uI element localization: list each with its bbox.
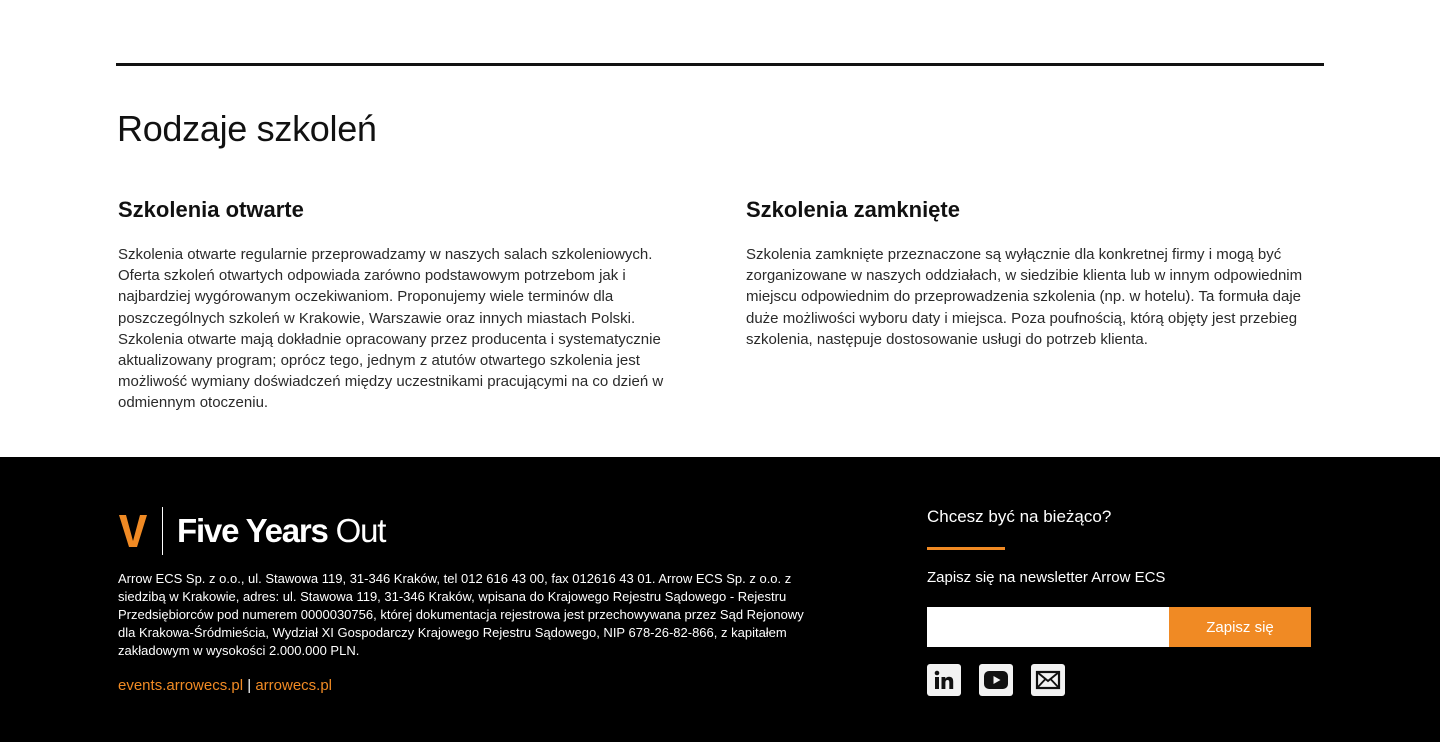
arrowecs-link[interactable]: arrowecs.pl [255, 677, 333, 694]
linkedin-icon[interactable] [927, 664, 961, 696]
company-legal-info: Arrow ECS Sp. z o.o., ul. Stawowa 119, 31-346 Kraków, tel 012 616 43 00, fax 012616 43 01. Arrow ECS Sp. z o.o. z siedzibą w Krakowie, adres: ul. Stawowa 119, 31-346 Kraków, wpisana do Krajowego Rejestru Sądowego - Rejestru Przedsiębiorców pod numerem 0000030756, której dokumentacja rejestrowa jest przechowywana przez Sąd Rejonowy dla Krakowa-Śródmieścia, Wydział XI Gospodarczy Krajowego Rejestru Sądowego, NIP 678-26-82-866, z kapitałem zakładowym w wysokości 2.000.000 PLN. [118, 571, 804, 658]
events-link[interactable]: events.arrowecs.pl [118, 677, 244, 694]
newsletter-title: Chcesz być na bieżąco? [927, 507, 1112, 526]
closed-trainings-heading: Szkolenia zamknięte [746, 197, 960, 222]
top-divider [116, 63, 1324, 66]
open-trainings-column [118, 196, 708, 414]
section-title: Rodzaje szkoleń [117, 108, 377, 149]
closed-trainings-column [746, 196, 1336, 350]
mail-icon[interactable] [1031, 664, 1065, 696]
newsletter-email-input[interactable] [927, 607, 1169, 647]
links-separator: | [247, 677, 252, 694]
closed-trainings-description: Szkolenia zamknięte przeznaczone są wyłącznie dla konkretnej firmy i mogą być zorganizowane w naszych oddziałach, w siedzibie klienta lub w innym odpowiednim miejscu odpowiednim do przeprowadzenia szkolenia (np. w hotelu). Ta formuła daje duże możliwości wyboru daty i miejsca. Poza poufnością, którą objęty jest przebieg szkolenia, następuje dostosowanie usługi do potrzeb klienta. [746, 246, 1303, 348]
open-trainings-heading: Szkolenia otwarte [118, 197, 304, 222]
logo-tagline: Five Years Out [177, 512, 386, 549]
youtube-icon[interactable] [979, 664, 1013, 696]
five-years-out-logo[interactable] [118, 507, 385, 555]
newsletter-subtitle: Zapisz się na newsletter Arrow ECS [927, 569, 1166, 586]
social-links [927, 664, 1065, 696]
footer-links [118, 677, 332, 694]
open-trainings-description: Szkolenia otwarte regularnie przeprowadzamy w naszych salach szkoleniowych. Oferta szkoleń otwartych odpowiada zarówno podstawowym potrzebom jak i najbardziej wygórowanym oczekiwaniom. Proponujemy wiele terminów dla poszczególnych szkoleń w Krakowie, Warszawie oraz innych miastach Polski. Szkolenia otwarte mają dokładnie opracowany przez producenta i systematycznie aktualizowany program; oprócz tego, jednym z atutów otwartego szkolenia jest możliwość wymiany doświadczeń między uczestnikami pracującymi na co dzień w odmiennym otoczeniu. [118, 246, 664, 412]
arrow-v-logo-icon [118, 511, 148, 551]
site-footer [0, 457, 1440, 742]
newsletter-accent-rule [927, 547, 1005, 550]
subscribe-button[interactable]: Zapisz się [1169, 607, 1311, 647]
logo-divider [162, 507, 163, 555]
